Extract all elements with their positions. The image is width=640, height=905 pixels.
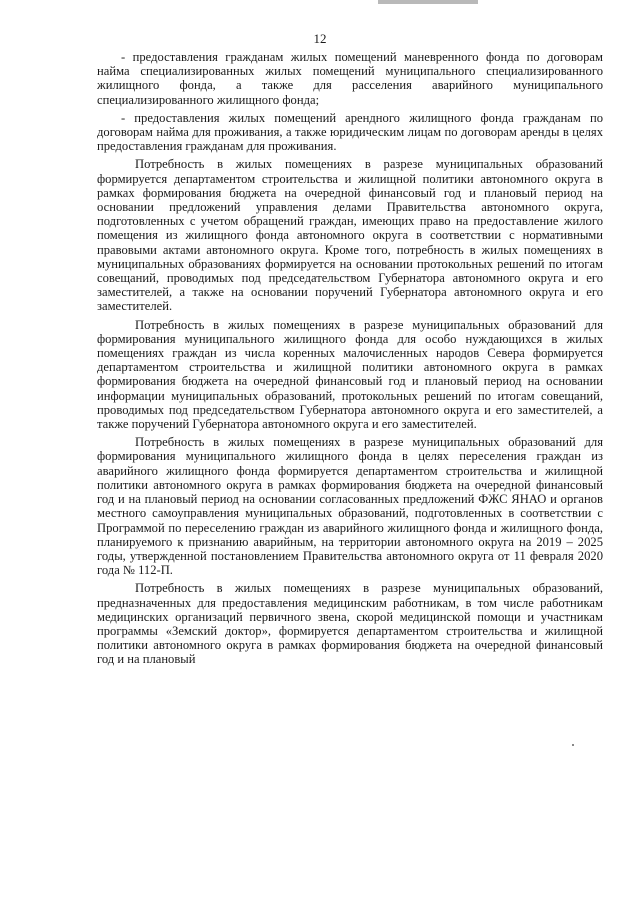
list-item-maneuver-fund: - предоставления гражданам жилых помещений маневренного фонда по договорам найма специализированных жилых помещений муниципального специализированного жилищного фонда, а также для расселения аварийного муниципального специализированного жилищного фонда;: [97, 50, 603, 107]
paragraph-indigenous-peoples: Потребность в жилых помещениях в разрезе муниципальных образований для формирования муниципального жилищного фонда для особо нуждающихся в жилых помещениях граждан из числа коренных малочисленных народов Севера формируется департаментом строительства и жилищной политики автономного округа в рамках формирования бюджета на очередной финансовый год и плановый период на основании информации муниципальных образований, протокольных решений по итогам совещаний, проводимых под председательством Губернатора автономного округа и его заместителей, а также поручений Губернатора автономного округа и его заместителей.: [97, 317, 603, 432]
scan-speck: [572, 744, 574, 746]
paragraph-emergency-resettlement: Потребность в жилых помещениях в разрезе муниципальных образований для формирования муниципального жилищного фонда в целях переселения граждан из аварийного жилищного фонда формируется департаментом строительства и жилищной политики автономного округа в рамках формирования бюджета на очередной финансовый год и на плановый период на основании согласованных предложений ФЖС ЯНАО и органов местного самоуправления муниципальных образований, подготовленных в соответствии с Программой по переселению граждан из аварийного жилищного фонда и жилищного фонда, планируемого к признанию аварийным, на территории автономного округа на 2019 – 2025 годы, утвержденной постановлением Правительства автономного округа от 11 февраля 2020 года № 112-П.: [97, 435, 603, 578]
list-item-rental-fund: - предоставления жилых помещений арендного жилищного фонда гражданам по договорам найма для проживания, а также юридическим лицам по договорам аренды в целях предоставления гражданам для проживания.: [97, 110, 603, 154]
page-number: 12: [313, 31, 327, 46]
paragraph-medical-workers: Потребность в жилых помещениях в разрезе муниципальных образований, предназначенных для предоставления медицинским работникам, в том числе работникам медицинских организаций первичного звена, скорой медицинской помощи и участникам программы «Земский доктор», формируется департаментом строительства и жилищной политики автономного округа в рамках формирования бюджета на очередной финансовый год и на плановый: [97, 581, 603, 667]
scan-edge-mark: [378, 0, 478, 4]
paragraph-needs-formation: Потребность в жилых помещениях в разрезе муниципальных образований формируется департаментом строительства и жилищной политики автономного округа в рамках формирования бюджета на очередной финансовый год и плановый период на основании предложений управления делами Правительства автономного округа, подготовленных с учетом обращений граждан, имеющих право на предоставление жилого помещения из жилищного фонда автономного округа в соответствии с нормативными правовыми актами автономного округа. Кроме того, потребность в жилых помещениях в муниципальных образованиях формируется на основании протокольных решений по итогам совещаний, проводимых под председательством Губернатора автономного округа и его заместителей, а также на основании поручений Губернатора автономного округа и его заместителей.: [97, 157, 603, 314]
document-body: [97, 50, 603, 671]
